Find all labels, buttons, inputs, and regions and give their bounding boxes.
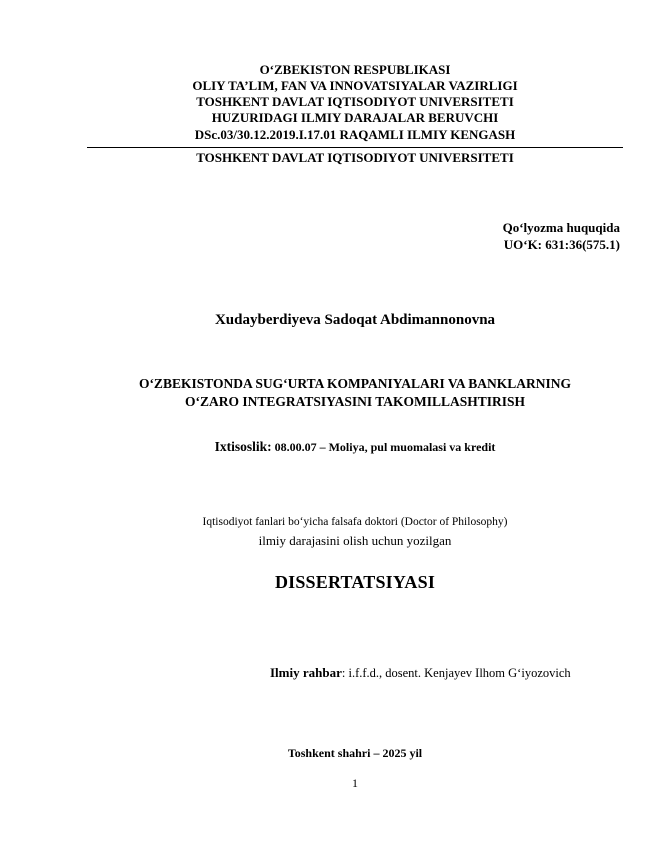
specialty-label: Ixtisoslik: bbox=[214, 439, 272, 454]
title-line-2: O‘ZARO INTEGRATSIYASINI TAKOMILLASHTIRISH bbox=[184, 394, 526, 409]
header-line-2: OLIY TA’LIM, FAN VA INNOVATSIYALAR VAZIRLIGI bbox=[192, 78, 518, 93]
specialty-value: 08.00.07 – Moliya, pul muomalasi va kredit bbox=[271, 440, 496, 454]
degree-line-2: ilmiy darajasini olish uchun yozilgan bbox=[258, 533, 452, 548]
advisor-value: : i.f.f.d., dosent. Kenjayev Ilhom G‘iyozovich bbox=[341, 666, 571, 680]
specialty bbox=[60, 439, 650, 455]
header-line-5: DSc.03/30.12.2019.I.17.01 RAQAMLI ILMIY KENGASH bbox=[194, 127, 516, 142]
author-name: Xudayberdiyeva Sadoqat Abdimannonovna bbox=[214, 312, 496, 328]
degree-line-1: Iqtisodiyot fanlari bo‘yicha falsafa doktori (Doctor of Philosophy) bbox=[202, 516, 508, 528]
header-line-4: HUZURIDAGI ILMIY DARAJALAR BERUVCHI bbox=[211, 110, 499, 125]
header-line-1: O‘ZBEKISTON RESPUBLIKASI bbox=[259, 62, 451, 77]
city-year: Toshkent shahri – 2025 yil bbox=[287, 746, 423, 760]
page-number: 1 bbox=[352, 776, 358, 790]
header-line-3: TOSHKENT DAVLAT IQTISODIYOT UNIVERSITETI bbox=[196, 94, 514, 109]
dissertation-title bbox=[60, 375, 650, 411]
advisor-label: Ilmiy rahbar bbox=[270, 665, 342, 680]
header-divider bbox=[87, 147, 623, 148]
title-line-1: O‘ZBEKISTONDA SUG‘URTA KOMPANIYALARI VA BANKLARNING bbox=[138, 376, 572, 391]
manuscript-rights: Qo‘lyozma huquqida bbox=[502, 220, 620, 235]
header-subline: TOSHKENT DAVLAT IQTISODIYOT UNIVERSITETI bbox=[196, 150, 514, 165]
document-type: DISSERTATSIYASI bbox=[274, 572, 436, 592]
udc-code: UO‘K: 631:36(575.1) bbox=[503, 237, 620, 252]
scientific-advisor bbox=[270, 665, 571, 681]
